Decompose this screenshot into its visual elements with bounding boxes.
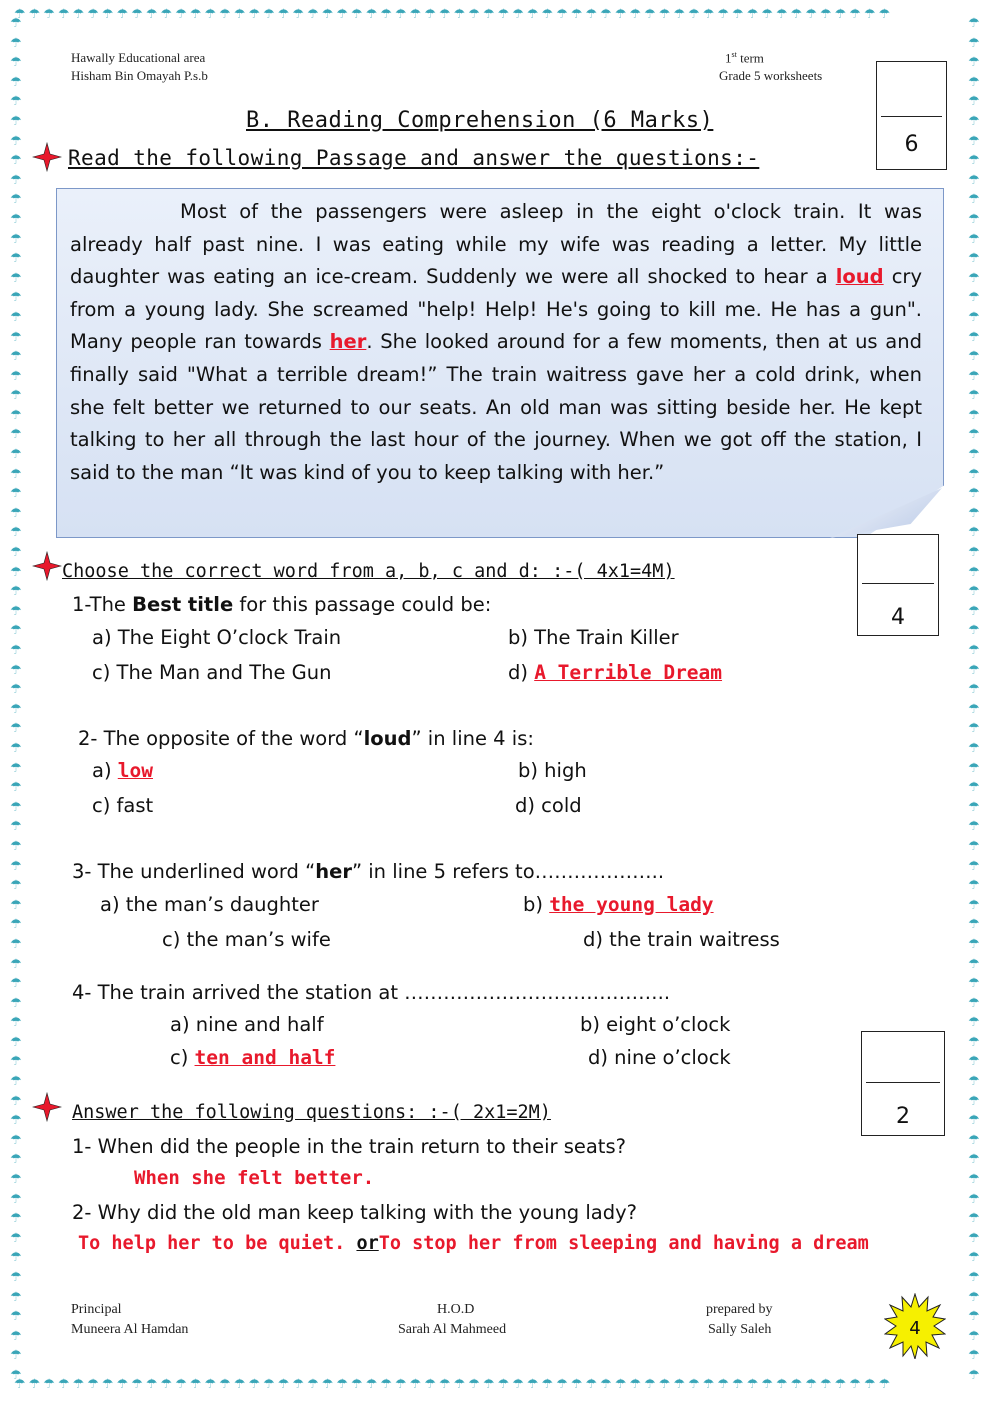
border-bottom: ☂☂☂☂☂☂☂☂☂☂☂☂☂☂☂☂☂☂☂☂☂☂☂☂☂☂☂☂☂☂☂☂☂☂☂☂☂☂☂☂☂☂☂☂☂☂☂☂☂☂☂☂☂☂☂☂☂☂☂☂ [14,1378,894,1392]
q2-option-d: d) cold [515,794,582,817]
q1-option-c: c) The Man and The Gun [92,661,332,684]
open-question-2: 2- Why did the old man keep talking with the young lady? [72,1201,638,1224]
page-number: 4 [909,1318,921,1339]
q1-option-b: b) The Train Killer [508,626,679,649]
q1-answer: A Terrible Dream [534,661,723,684]
q3-option-b: b) the young lady [523,893,714,916]
page-title: B. Reading Comprehension (6 Marks) [246,108,714,133]
footer-prepared-label: prepared by [706,1302,773,1317]
passage: Most of the passengers were asleep in the eight o'clock train. It was already half past nine. I was eating while my wife was reading a letter. My little daughter was eating an ice-cream. Suddenly we were all shocked to hear a loud cry from a young lady. She screamed "help! Help! He's going to kill me. He has a gun". Many people ran towards her. She looked around for a few moments, then at us and finally said "What a terrible dream!” The train waitress gave her a cold drink, when she felt better we returned to our seats. An old man was sitting beside her. He kept talking to her all through the last hour of the journey. When we got off the station, I said to the man “It was kind of you to keep talking with her.” [70,200,922,484]
q2-option-c: c) fast [92,794,154,817]
q1-option-d: d) A Terrible Dream [508,661,723,684]
question-4: 4- The train arrived the station at ………………………………….. [72,981,671,1004]
four-point-star-icon [32,142,62,172]
instruction: Read the following Passage and answer the questions:- [68,146,760,170]
open-answer-2: To help her to be quiet. orTo stop her from sleeping and having a dream [78,1233,869,1254]
q4-answer: ten and half [194,1046,336,1069]
four-point-star-icon [32,551,62,581]
mcq-heading: Choose the correct word from a, b, c and d: :-( 4x1=4M) [62,561,675,582]
score-box-answers: 2 [861,1031,945,1136]
q4-option-d: d) nine o’clock [588,1046,731,1069]
q4-option-b: b) eight o’clock [580,1013,731,1036]
score-box-total: 6 [876,61,947,170]
question-2: 2- The opposite of the word “loud” in line 4 is: [78,727,534,750]
q3-option-a: a) the man’s daughter [100,893,319,916]
header-term: 1st term [725,50,764,66]
header-area: Hawally Educational area [71,50,206,65]
question-1: 1-The Best title for this passage could be: [72,593,492,616]
q3-option-c: c) the man’s wife [162,928,331,951]
footer-hod-label: H.O.D [437,1302,475,1317]
four-point-star-icon [32,1092,62,1122]
open-answer-1: When she felt better. [134,1167,375,1189]
footer-principal-name: Muneera Al Hamdan [71,1322,189,1337]
q3-option-d: d) the train waitress [583,928,780,951]
answers-heading: Answer the following questions: :-( 2x1=2M) [72,1102,551,1123]
page-number-badge [884,1293,946,1359]
header-grade: Grade 5 worksheets [719,68,823,83]
passage-word-loud: loud [835,265,884,289]
q2-answer: low [117,759,153,782]
question-3: 3- The underlined word “her” in line 5 refers to……………….. [72,860,665,883]
footer-principal-label: Principal [71,1302,122,1317]
footer-hod-name: Sarah Al Mahmeed [398,1322,507,1337]
q1-option-a: a) The Eight O’clock Train [92,626,342,649]
border-left: ☂☂☂☂☂☂☂☂☂☂☂☂☂☂☂☂☂☂☂☂☂☂☂☂☂☂☂☂☂☂☂☂☂☂☂☂☂☂☂☂☂☂☂☂☂☂☂☂☂☂☂☂☂☂☂☂☂☂☂☂☂☂☂☂☂☂☂☂☂☂ [10,16,22,1383]
footer-prepared-name: Sally Saleh [708,1322,772,1337]
q3-answer: the young lady [549,893,714,916]
open-question-1: 1- When did the people in the train return to their seats? [72,1135,626,1158]
border-right: ☂☂☂☂☂☂☂☂☂☂☂☂☂☂☂☂☂☂☂☂☂☂☂☂☂☂☂☂☂☂☂☂☂☂☂☂☂☂☂☂☂☂☂☂☂☂☂☂☂☂☂☂☂☂☂☂☂☂☂☂☂☂☂☂☂☂☂☂☂☂ [968,16,980,1383]
passage-word-her: her [329,330,367,354]
q4-option-c: c) ten and half [170,1046,336,1069]
q2-option-a: a) low [92,759,153,782]
q2-option-b: b) high [518,759,587,782]
score-box-mcq: 4 [857,534,939,636]
border-top: ☂☂☂☂☂☂☂☂☂☂☂☂☂☂☂☂☂☂☂☂☂☂☂☂☂☂☂☂☂☂☂☂☂☂☂☂☂☂☂☂☂☂☂☂☂☂☂☂☂☂☂☂☂☂☂☂☂☂☂☂ [14,8,894,22]
q4-option-a: a) nine and half [170,1013,324,1036]
header-school: Hisham Bin Omayah P.s.b [71,68,208,83]
